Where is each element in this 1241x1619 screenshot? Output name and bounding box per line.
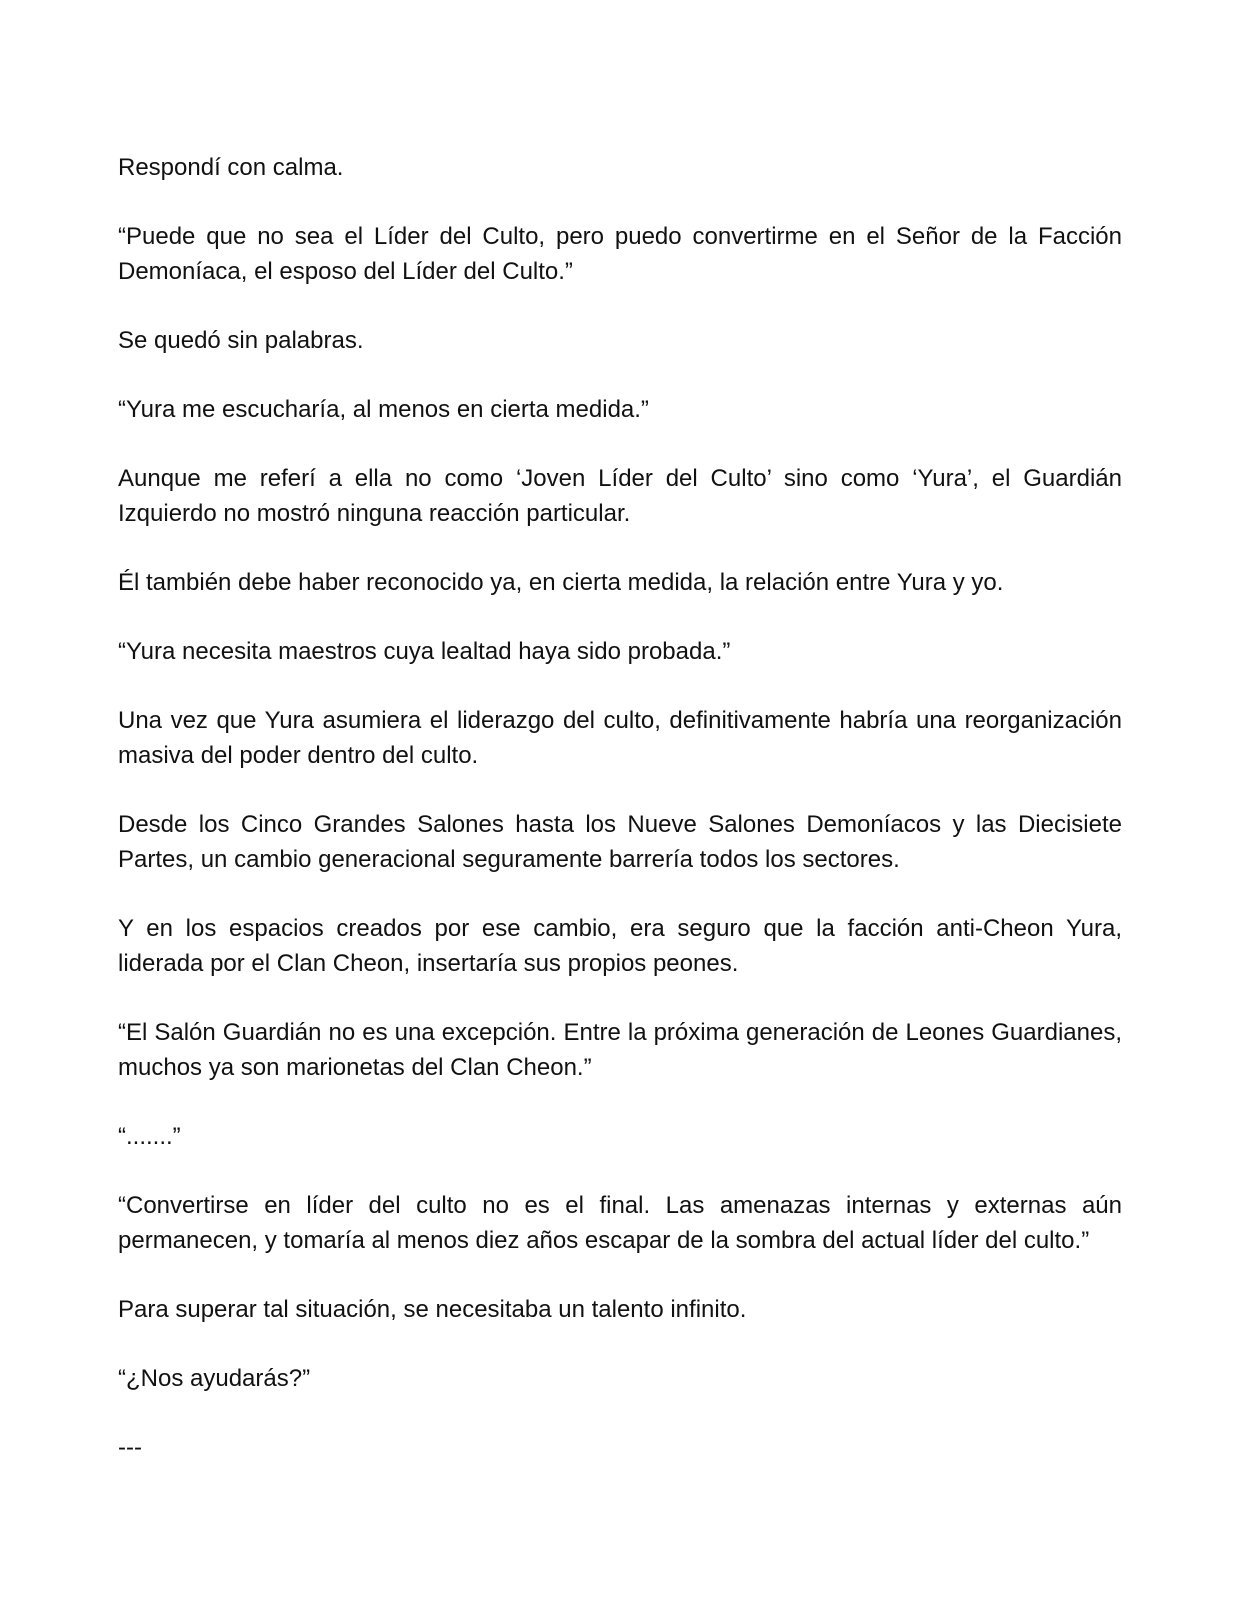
paragraph-7: “Yura necesita maestros cuya lealtad haya sido probada.” <box>118 638 731 665</box>
section-separator: --- <box>118 1434 142 1461</box>
document-page <box>118 150 1122 1499</box>
paragraph-15: “¿Nos ayudarás?” <box>118 1365 311 1392</box>
paragraph-9: Desde los Cinco Grandes Salones hasta los Nueve Salones Demoníacos y las Diecisiete Partes, un cambio generacional seguramente barrería todos los sectores. <box>118 811 1122 873</box>
paragraph-10: Y en los espacios creados por ese cambio, era seguro que la facción anti-Cheon Yura, liderada por el Clan Cheon, insertaría sus propios peones. <box>118 915 1122 977</box>
paragraph-5: Aunque me referí a ella no como ‘Joven Líder del Culto’ sino como ‘Yura’, el Guardián Izquierdo no mostró ninguna reacción particular. <box>118 465 1122 527</box>
paragraph-11: “El Salón Guardián no es una excepción. Entre la próxima generación de Leones Guardianes, muchos ya son marionetas del Clan Cheon.” <box>118 1019 1122 1081</box>
paragraph-4: “Yura me escucharía, al menos en cierta medida.” <box>118 396 649 423</box>
paragraph-12: “.......” <box>118 1123 181 1150</box>
paragraph-1: Respondí con calma. <box>118 154 344 181</box>
paragraph-3: Se quedó sin palabras. <box>118 327 364 354</box>
paragraph-8: Una vez que Yura asumiera el liderazgo del culto, definitivamente habría una reorganización masiva del poder dentro del culto. <box>118 707 1122 769</box>
paragraph-14: Para superar tal situación, se necesitaba un talento infinito. <box>118 1296 747 1323</box>
paragraph-2: “Puede que no sea el Líder del Culto, pero puedo convertirme en el Señor de la Facción Demoníaca, el esposo del Líder del Culto.” <box>118 223 1122 285</box>
paragraph-13: “Convertirse en líder del culto no es el final. Las amenazas internas y externas aún permanecen, y tomaría al menos diez años escapar de la sombra del actual líder del culto.” <box>118 1192 1122 1254</box>
paragraph-6: Él también debe haber reconocido ya, en cierta medida, la relación entre Yura y yo. <box>118 569 1004 596</box>
